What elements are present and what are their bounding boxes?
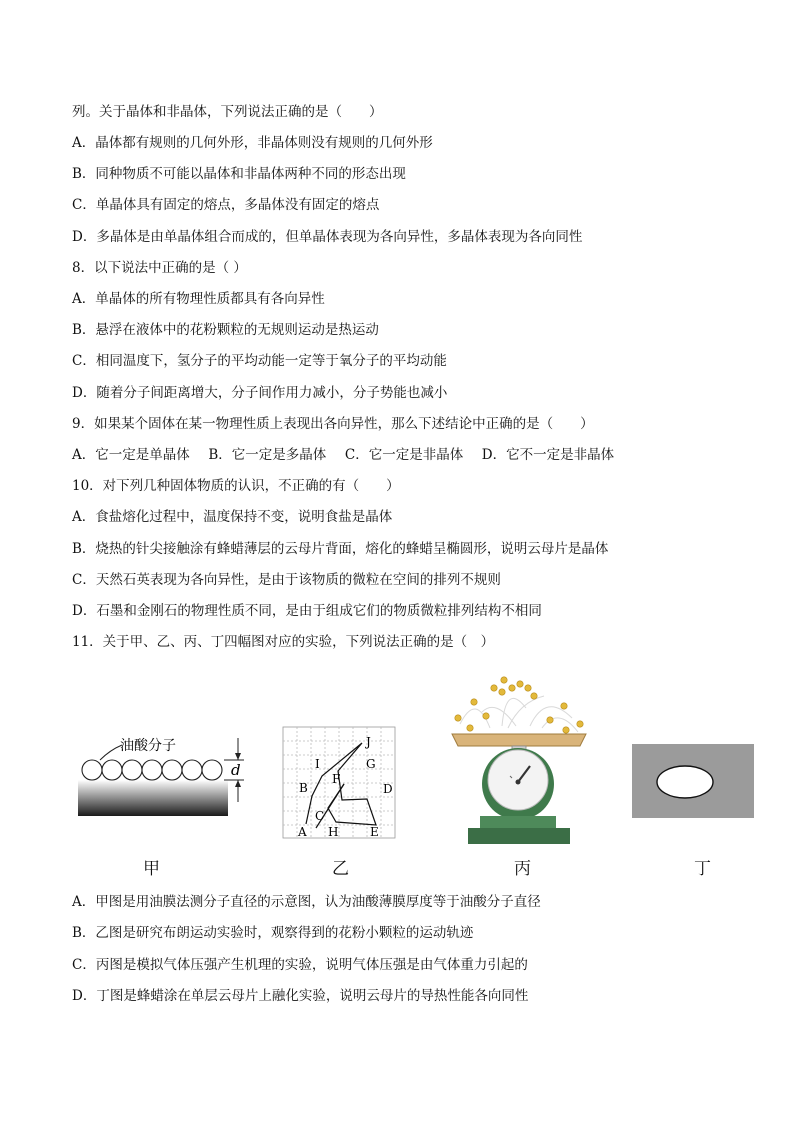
q7-option-b: B．同种物质不可能以晶体和非晶体两种不同的形态出现 [72,166,406,182]
caption-jia: 甲 [143,859,160,879]
point-label-h: H [328,825,339,839]
q10-option-d: D．石墨和金刚石的物理性质不同，是由于组成它们的物质微粒排列结构不相同 [72,603,542,619]
thickness-d-label: d [231,761,241,779]
caption-bing: 丙 [514,859,531,879]
point-label-c: C [315,809,325,823]
q11-stem: 11．关于甲、乙、丙、丁四幅图对应的实验，下列说法正确的是（ ） [72,634,495,650]
water-surface [78,780,228,816]
q11-option-d: D．丁图是蜂蜡涂在单层云母片上融化实验，说明云母片的导热性能各向同性 [72,988,529,1004]
point-label-d: D [383,782,393,796]
q10-option-a: A．食盐熔化过程中，温度保持不变，说明食盐是晶体 [72,509,393,525]
q11-option-a: A．甲图是用油膜法测分子直径的示意图，认为油酸薄膜厚度等于油酸分子直径 [72,894,541,910]
figure-ding [632,744,754,818]
figure-yi [282,726,398,840]
q7-option-d: D．多晶体是由单晶体组合而成的，但单晶体表现为各向异性，多晶体表现为各向同性 [72,229,583,245]
wax-ellipse [657,766,713,798]
q8-option-b: B．悬浮在液体中的花粉颗粒的无规则运动是热运动 [72,322,379,338]
caption-ding: 丁 [694,859,711,879]
molecule-row [82,760,222,780]
point-label-f: F [332,772,341,786]
q9-stem: 9．如果某个固体在某一物理性质上表现出各向异性，那么下述结论中正确的是（ ） [72,416,594,432]
scale-pressure-diagram [446,672,592,848]
q8-option-c: C．相同温度下，氢分子的平均动能一定等于氧分子的平均动能 [72,353,447,369]
q7-option-c: C．单晶体具有固定的熔点，多晶体没有固定的熔点 [72,197,380,213]
q7-option-a: A．晶体都有规则的几何外形，非晶体则没有规则的几何外形 [72,135,433,151]
figure-jia [76,728,256,818]
brownian-trajectory-diagram [282,726,398,840]
point-label-b: B [299,781,308,795]
oil-molecule-label: 油酸分子 [120,738,176,754]
q9-option-a: A．它一定是单晶体 [72,447,190,463]
q10-option-b: B．烧热的针尖接触涂有蜂蜡薄层的云母片背面，熔化的蜂蜡呈椭圆形，说明云母片是晶体 [72,541,609,557]
point-label-g: G [366,757,376,771]
q11-option-b: B．乙图是研究布朗运动实验时，观察得到的花粉小颗粒的运动轨迹 [72,925,474,941]
scale-base [468,828,570,844]
point-label-a: A [298,825,307,839]
oil-film-diagram [76,728,256,818]
mica-wax-diagram [632,744,754,818]
q8-stem: 8．以下说法中正确的是（ ） [72,260,247,276]
point-label-e: E [370,825,379,839]
point-label-i: I [315,757,320,771]
q10-stem: 10．对下列几种固体物质的认识，不正确的有（ ） [72,478,400,494]
q9-option-d: D．它不一定是非晶体 [481,447,615,463]
q9-options [72,446,614,464]
q9-option-c: C．它一定是非晶体 [344,447,464,463]
q7-stem-tail: 列。关于晶体和非晶体，下列说法正确的是（ ） [72,104,383,120]
q9-option-b: B．它一定是多晶体 [208,447,327,463]
q10-option-c: C．天然石英表现为各向异性，是由于该物质的微粒在空间的排列不规则 [72,572,501,588]
point-label-j: J [366,735,371,749]
q11-option-c: C．丙图是模拟气体压强产生机理的实验，说明气体压强是由气体重力引起的 [72,957,528,973]
figure-bing [446,672,592,848]
caption-yi: 乙 [332,859,349,879]
q8-option-a: A．单晶体的所有物理性质都具有各向异性 [72,291,325,307]
scale-tray [452,734,586,746]
q8-option-d: D．随着分子间距离增大，分子间作用力减小，分子势能也减小 [72,385,448,401]
